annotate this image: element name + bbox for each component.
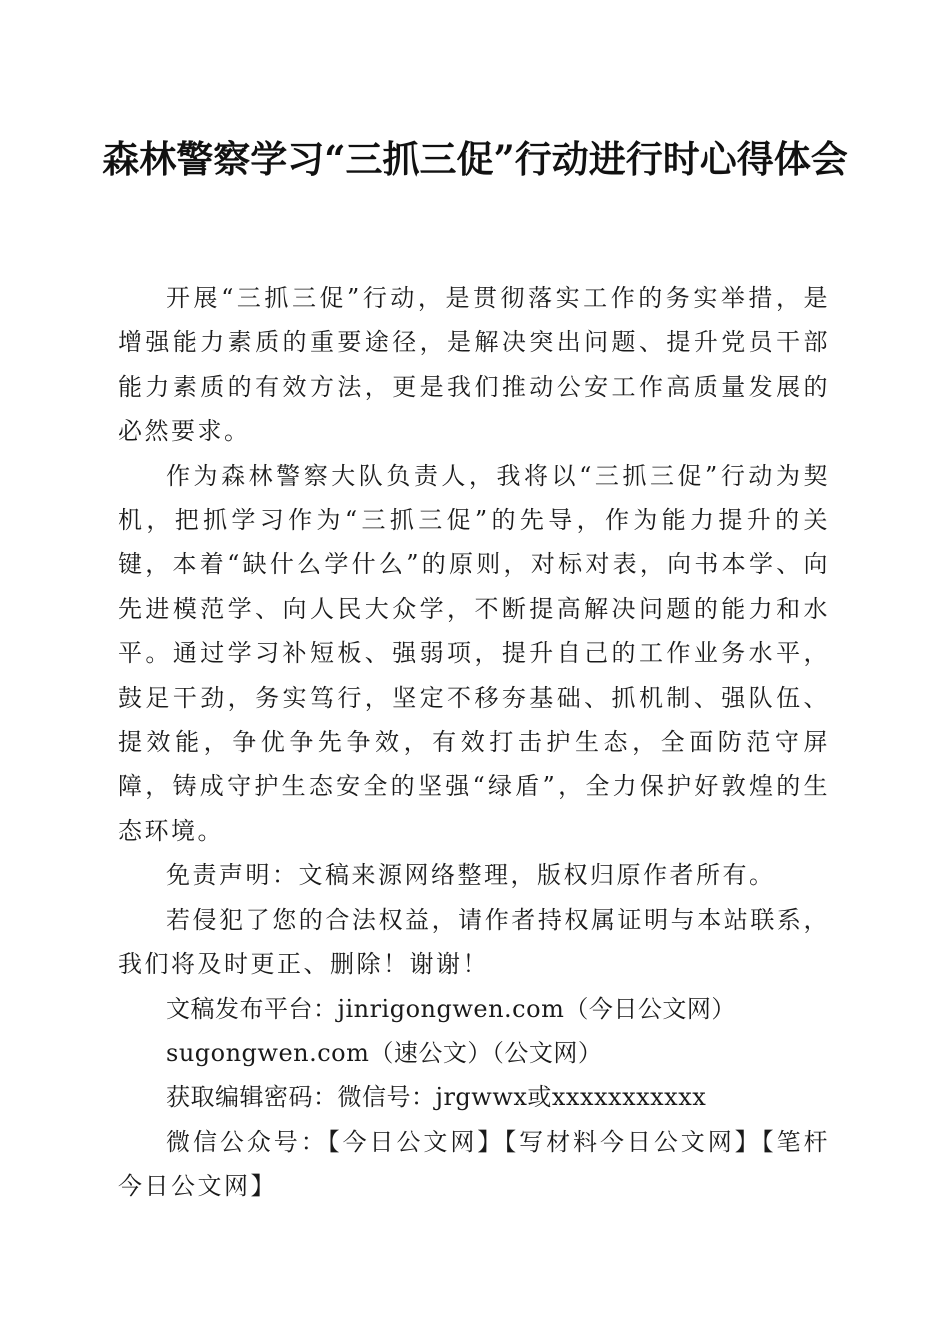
paragraph-site-name: sugongwen.com（速公文）（公文网） xyxy=(166,1038,603,1067)
paragraph-disclaimer: 免责声明：文稿来源网络整理，版权归原作者所有。 xyxy=(166,861,776,890)
paragraph-intro: 开展“三抓三促”行动，是贯彻落实工作的务实举措，是增强能力素质的重要途径，是解决突出问题、提升党员干部能力素质的有效方法，更是我们推动公安工作高质量发展的必然要求。 xyxy=(118,284,830,446)
paragraph-edit-password: 获取编辑密码：微信号：jrgwwx或xxxxxxxxxxx xyxy=(166,1083,707,1112)
paragraph-main: 作为森林警察大队负责人，我将以“三抓三促”行动为契机，把抓学习作为“三抓三促”的先导，作为能力提升的关键，本着“缺什么学什么”的原则，对标对表，向书本学、向先进模范学、向人民大众学，不断提高解决问题的能力和水平。通过学习补短板、强弱项，提升自己的工作业务水平，鼓足干劲，务实笃行，坚定不移夯基础、抓机制、强队伍、提效能，争优争先争效，有效打击护生态，全面防范守屏障，铸成守护生态安全的坚强“绿盾”，全力保护好敦煌的生态环境。 xyxy=(118,461,830,845)
document-body xyxy=(118,276,830,1209)
paragraph-publish-platform: 文稿发布平台：jinrigongwen.com（今日公文网） xyxy=(166,994,736,1023)
paragraph-wechat-accounts: 微信公众号：【今日公文网】【写材料今日公文网】【笔杆今日公文网】 xyxy=(118,1127,830,1201)
paragraph-infringement-notice: 若侵犯了您的合法权益，请作者持权属证明与本站联系，我们将及时更正、删除！谢谢！ xyxy=(118,905,830,979)
document-title: 森林警察学习“三抓三促”行动进行时心得体会 xyxy=(102,137,848,181)
